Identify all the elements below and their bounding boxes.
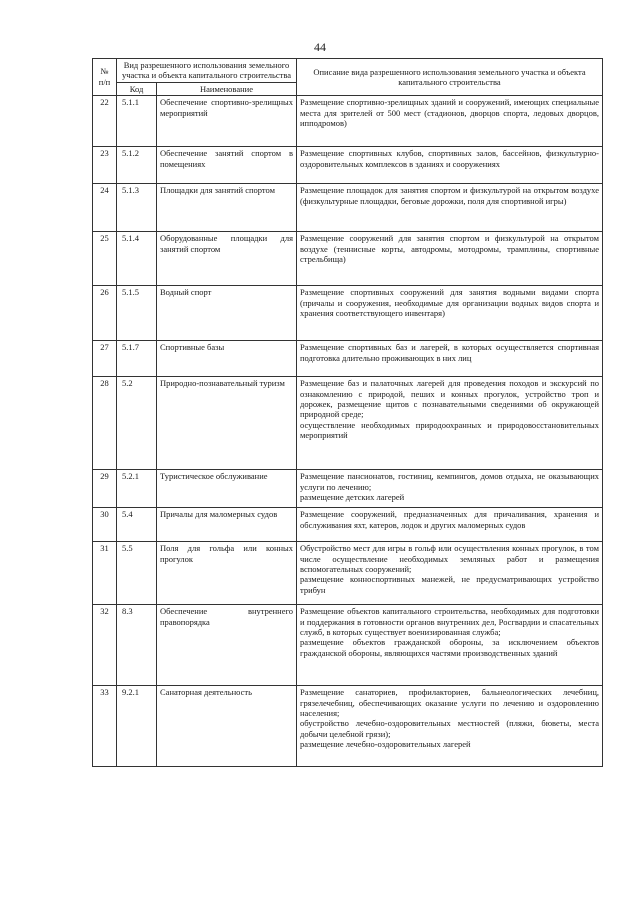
row-code: 9.2.1 <box>117 686 157 767</box>
description-paragraph: размещение лечебно-оздоровительных лагерей <box>300 739 471 750</box>
description-paragraph: размещение детских лагерей <box>300 492 405 503</box>
row-description <box>297 605 603 686</box>
row-number: 31 <box>93 542 117 605</box>
row-code: 5.1.7 <box>117 341 157 377</box>
row-code: 5.1.5 <box>117 286 157 341</box>
row-number: 23 <box>93 147 117 184</box>
row-description <box>297 686 603 767</box>
row-number: 24 <box>93 184 117 232</box>
description-paragraph: Размещение баз и палаточных лагерей для проведения походов и экскурсий по ознакомлению с природой, пеших и конных прогулок, устройство троп и дорожек, размещение щитов с познавательными сведениями об окружающей природной среде; <box>300 378 599 420</box>
description-paragraph: Обустройство мест для игры в гольф или осуществления конных прогулок, в том числе осуществление необходимых земляных работ и размещения вспомогательных сооружений; <box>300 543 599 575</box>
table-row <box>93 232 603 286</box>
table-row <box>93 147 603 184</box>
row-name: Природно-познавательный туризм <box>157 377 297 470</box>
row-code: 5.4 <box>117 508 157 542</box>
row-name: Площадки для занятий спортом <box>157 184 297 232</box>
description-paragraph: осуществление необходимых природоохранных и природовосстановительных мероприятий <box>300 419 599 441</box>
table-row <box>93 286 603 341</box>
header-description: Описание вида разрешенного использования земельного участка и объекта капитального строительства <box>297 59 603 96</box>
row-number: 33 <box>93 686 117 767</box>
row-code: 5.1.4 <box>117 232 157 286</box>
table-row <box>93 470 603 508</box>
header-num-label: № п/п <box>98 66 111 88</box>
table-row <box>93 377 603 470</box>
header-num <box>93 59 117 96</box>
row-name: Туристическое обслуживание <box>157 470 297 508</box>
row-name: Обеспечение внутреннего правопорядка <box>157 605 297 686</box>
table-row <box>93 184 603 232</box>
header-name: Наименование <box>157 82 297 95</box>
row-number: 30 <box>93 508 117 542</box>
table-body <box>93 96 603 767</box>
row-description <box>297 184 603 232</box>
description-paragraph: Размещение спортивных клубов, спортивных залов, бассейнов, физкультурно-оздоровительных комплексов в зданиях и сооружениях <box>300 148 599 169</box>
row-code: 5.1.1 <box>117 96 157 147</box>
row-description <box>297 286 603 341</box>
row-description <box>297 341 603 377</box>
row-description <box>297 542 603 605</box>
row-number: 32 <box>93 605 117 686</box>
description-paragraph: размещение объектов гражданской обороны, за исключением объектов гражданской обороны, являющихся частями производственных зданий <box>300 637 599 658</box>
description-paragraph: обустройство лечебно-оздоровительных местностей (пляжи, бюветы, места добычи целебной грязи); <box>300 718 599 739</box>
header-row-top <box>93 59 603 83</box>
row-name: Спортивные базы <box>157 341 297 377</box>
description-paragraph: Размещение спортивных сооружений для занятия водными видами спорта (причалы и сооружения, необходимые для организации водных видов спорта и хранения соответствующего инвентаря) <box>300 287 599 319</box>
description-paragraph: Размещение объектов капитального строительства, необходимых для подготовки и поддержания в готовности органов внутренних дел, Росгвардии и спасательных служб, в которых существует военизированная служба; <box>300 606 599 638</box>
row-number: 26 <box>93 286 117 341</box>
row-code: 5.1.3 <box>117 184 157 232</box>
table-row <box>93 686 603 767</box>
row-code: 5.2 <box>117 377 157 470</box>
row-name: Санаторная деятельность <box>157 686 297 767</box>
header-group: Вид разрешенного использования земельного участка и объекта капитального строительства <box>117 59 297 83</box>
row-description <box>297 96 603 147</box>
row-name: Водный спорт <box>157 286 297 341</box>
table-row <box>93 96 603 147</box>
land-use-table <box>92 58 603 767</box>
description-paragraph: Размещение спортивных баз и лагерей, в которых осуществляется спортивная подготовка длительно проживающих в них лиц <box>300 342 599 363</box>
row-number: 27 <box>93 341 117 377</box>
row-description <box>297 147 603 184</box>
row-number: 29 <box>93 470 117 508</box>
row-description <box>297 232 603 286</box>
table-row <box>93 341 603 377</box>
description-paragraph: Размещение санаториев, профилакториев, бальнеологических лечебниц, грязелечебниц, обеспечивающих оказание услуги по лечению и оздоровлению населения; <box>300 687 599 719</box>
description-paragraph: Размещение площадок для занятия спортом и физкультурой на открытом воздухе (физкультурные площадки, беговые дорожки, поля для спортивной игры) <box>300 185 599 206</box>
row-name: Поля для гольфа или конных прогулок <box>157 542 297 605</box>
row-code: 5.5 <box>117 542 157 605</box>
page-number: 44 <box>314 40 326 54</box>
row-description <box>297 470 603 508</box>
row-name: Обеспечение спортивно-зрелищных мероприятий <box>157 96 297 147</box>
description-paragraph: Размещение пансионатов, гостиниц, кемпингов, домов отдыха, не оказывающих услуги по лечению; <box>300 471 599 492</box>
description-paragraph: размещение конноспортивных манежей, не предусматривающих устройство трибун <box>300 574 599 595</box>
table-row <box>93 508 603 542</box>
row-name: Обеспечение занятий спортом в помещениях <box>157 147 297 184</box>
row-code: 5.2.1 <box>117 470 157 508</box>
row-description <box>297 508 603 542</box>
table-row <box>93 542 603 605</box>
row-number: 22 <box>93 96 117 147</box>
description-paragraph: Размещение сооружений, предназначенных для причаливания, хранения и обслуживания яхт, катеров, лодок и других маломерных судов <box>300 509 599 530</box>
row-description <box>297 377 603 470</box>
row-name: Причалы для маломерных судов <box>157 508 297 542</box>
row-number: 28 <box>93 377 117 470</box>
table-row <box>93 605 603 686</box>
row-number: 25 <box>93 232 117 286</box>
description-paragraph: Размещение спортивно-зрелищных зданий и сооружений, имеющих специальные места для зрителей от 500 мест (стадионов, дворцов спорта, ледовых дворцов, ипподромов) <box>300 97 599 129</box>
header-code: Код <box>117 82 157 95</box>
row-name: Оборудованные площадки для занятий спортом <box>157 232 297 286</box>
description-paragraph: Размещение сооружений для занятия спортом и физкультурой на открытом воздухе (теннисные корты, автодромы, мотодромы, трамплины, спортивные стрельбища) <box>300 233 599 265</box>
row-code: 8.3 <box>117 605 157 686</box>
row-code: 5.1.2 <box>117 147 157 184</box>
